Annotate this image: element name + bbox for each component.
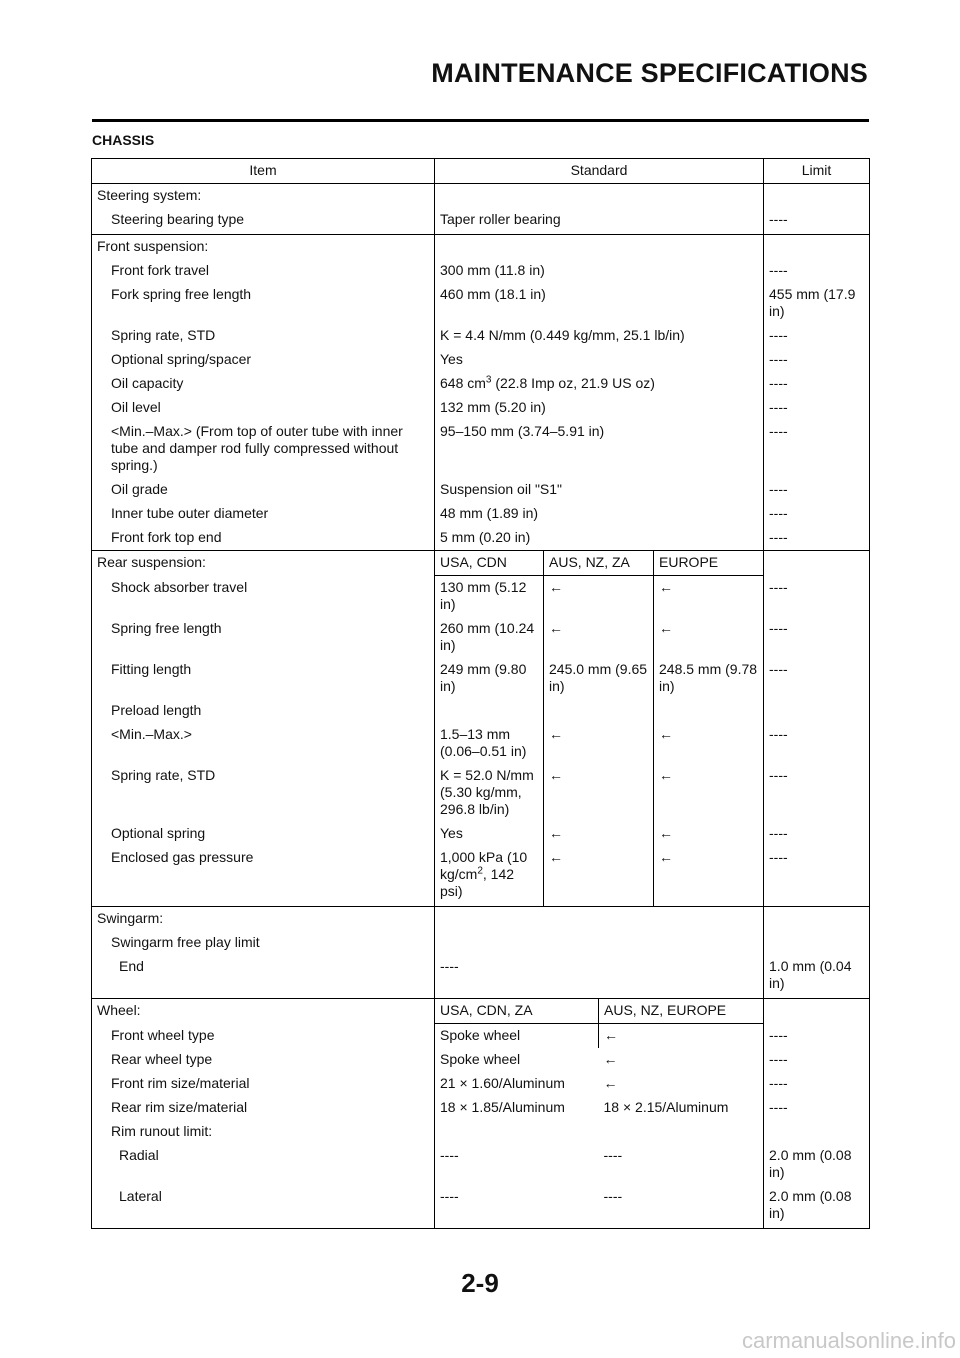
value-cell: ← <box>544 617 654 658</box>
limit-cell: ---- <box>764 208 870 235</box>
item-cell: Spring rate, STD <box>92 764 435 822</box>
item-cell: Inner tube outer diameter <box>92 502 435 526</box>
value-cell: 18 × 1.85/Aluminum <box>440 1099 565 1115</box>
table-row <box>92 999 870 1024</box>
header-item: Item <box>92 159 435 184</box>
value-cell <box>654 699 764 723</box>
item-cell: Optional spring <box>92 822 435 846</box>
table-row <box>92 955 870 999</box>
value-cell: Spoke wheel <box>440 1051 521 1067</box>
value-cell: 1.5–13 mm (0.06–0.51 in) <box>435 723 544 764</box>
limit-cell: ---- <box>764 846 870 907</box>
watermark: carmanualsonline.info <box>741 1328 956 1353</box>
limit-cell: ---- <box>764 259 870 283</box>
table-row <box>92 526 870 551</box>
limit-cell: ---- <box>764 478 870 502</box>
standard-cell: Suspension oil "S1" <box>440 481 563 497</box>
header-standard: Standard <box>435 159 764 184</box>
value-cell: K = 52.0 N/mm (5.30 kg/mm, 296.8 lb/in) <box>435 764 544 822</box>
standard-cell: Taper roller bearing <box>440 211 561 227</box>
item-cell: Rear rim size/material <box>92 1096 435 1120</box>
item-cell: Oil level <box>92 396 435 420</box>
item-cell: Front fork top end <box>92 526 435 551</box>
limit-cell: ---- <box>764 1048 870 1072</box>
title-rule <box>92 119 869 122</box>
table-row <box>92 764 870 822</box>
item-cell: Swingarm free play limit <box>92 931 435 955</box>
limit-cell: ---- <box>764 324 870 348</box>
table-row <box>92 348 870 372</box>
table-row <box>92 184 870 209</box>
limit-cell: ---- <box>764 526 870 551</box>
item-cell: Rim runout limit: <box>92 1120 435 1144</box>
table-row <box>92 1120 870 1144</box>
item-cell: Front rim size/material <box>92 1072 435 1096</box>
table-header-row <box>92 159 870 184</box>
standard-cell: 95–150 mm (3.74–5.91 in) <box>440 423 605 439</box>
value-cell <box>544 699 654 723</box>
standard-cell: ---- <box>440 958 459 974</box>
page-title: MAINTENANCE SPECIFICATIONS <box>431 58 868 88</box>
value-cell: Yes <box>435 822 544 846</box>
value-cell: 130 mm (5.12 in) <box>435 576 544 618</box>
group-heading-steering: Steering system: <box>92 184 435 209</box>
value-cell <box>435 699 544 723</box>
limit-cell: ---- <box>764 420 870 478</box>
limit-cell: ---- <box>764 764 870 822</box>
value-cell: ← <box>544 723 654 764</box>
item-cell: <Min.–Max.> (From top of outer tube with inner tube and damper rod fully compressed without spring.) <box>92 420 435 478</box>
limit-cell: ---- <box>764 348 870 372</box>
table-row <box>92 372 870 396</box>
region-column-header: EUROPE <box>654 551 764 576</box>
table-row <box>92 931 870 955</box>
value-cell: ← <box>603 1051 618 1067</box>
value-cell: 249 mm (9.80 in) <box>435 658 544 699</box>
value-cell: 1,000 kPa (10 $kg/cm^2$, 142 psi) <box>435 846 544 907</box>
table-row <box>92 396 870 420</box>
page-number: 2-9 <box>461 1268 499 1298</box>
table-row <box>92 1185 870 1229</box>
limit-cell: 1.0 mm (0.04 in) <box>764 955 870 999</box>
table-row <box>92 1144 870 1185</box>
table-row <box>92 1024 870 1049</box>
value-cell: ← <box>544 822 654 846</box>
table-row <box>92 822 870 846</box>
item-cell: Optional spring/spacer <box>92 348 435 372</box>
table-row <box>92 259 870 283</box>
limit-cell: ---- <box>764 372 870 396</box>
standard-cell: 648 $cm^3$ (22.8 Imp oz, 21.9 US oz) <box>440 374 655 391</box>
value-cell: ---- <box>599 1185 764 1229</box>
standard-cell: 460 mm (18.1 in) <box>440 286 546 302</box>
value-cell: ← <box>544 846 654 907</box>
region-column-header: AUS, NZ, ZA <box>544 551 654 576</box>
table-row <box>92 576 870 618</box>
standard-cell: 48 mm (1.89 in) <box>440 505 539 521</box>
limit-cell: ---- <box>764 723 870 764</box>
table-row <box>92 551 870 576</box>
limit-cell <box>764 699 870 723</box>
standard-cell: 5 mm (0.20 in) <box>440 529 531 545</box>
value-cell: ← <box>659 767 673 783</box>
chassis-spec-table <box>91 158 870 1229</box>
standard-cell: 132 mm (5.20 in) <box>440 399 546 415</box>
group-heading-front-suspension: Front suspension: <box>92 235 435 260</box>
value-cell: ---- <box>435 1185 599 1229</box>
table-row <box>92 699 870 723</box>
item-cell: Rear wheel type <box>92 1048 435 1072</box>
value-cell: 260 mm (10.24 in) <box>435 617 544 658</box>
item-cell: Shock absorber travel <box>92 576 435 618</box>
item-cell: Lateral <box>92 1185 435 1229</box>
table-row <box>92 1096 870 1120</box>
item-cell: <Min.–Max.> <box>92 723 435 764</box>
region-column-header: AUS, NZ, EUROPE <box>599 999 764 1024</box>
item-cell: Enclosed gas pressure <box>92 846 435 907</box>
item-cell: Spring rate, STD <box>92 324 435 348</box>
limit-cell: ---- <box>764 617 870 658</box>
value-cell: 21 × 1.60/Aluminum <box>440 1075 565 1091</box>
limit-cell: ---- <box>764 1096 870 1120</box>
item-cell: Steering bearing type <box>92 208 435 235</box>
value-cell: ← <box>659 726 673 742</box>
limit-cell: 2.0 mm (0.08 in) <box>764 1185 870 1229</box>
value-cell: ← <box>544 576 654 618</box>
item-cell: Front fork travel <box>92 259 435 283</box>
standard-cell: Yes <box>440 351 463 367</box>
value-cell: ---- <box>440 1147 459 1163</box>
item-cell: Fork spring free length <box>92 283 435 324</box>
limit-cell: ---- <box>764 1072 870 1096</box>
value-cell: ← <box>544 764 654 822</box>
limit-cell: ---- <box>764 822 870 846</box>
limit-cell: ---- <box>764 502 870 526</box>
table-row <box>92 907 870 932</box>
value-cell: 18 × 2.15/Aluminum <box>603 1099 729 1115</box>
value-cell: ---- <box>603 1147 623 1163</box>
value-cell: 248.5 mm (9.78 in) <box>659 661 758 694</box>
standard-cell: K = 4.4 N/mm (0.449 kg/mm, 25.1 lb/in) <box>440 327 685 343</box>
header-limit: Limit <box>764 159 870 184</box>
table-row <box>92 502 870 526</box>
table-row <box>92 658 870 699</box>
table-row <box>92 235 870 260</box>
limit-cell: ---- <box>764 576 870 618</box>
region-column-header: USA, CDN, ZA <box>435 999 599 1024</box>
item-cell: Oil capacity <box>92 372 435 396</box>
value-cell: ← <box>659 849 673 865</box>
table-row <box>92 208 870 235</box>
group-heading-rear-suspension: Rear suspension: <box>92 551 435 576</box>
limit-cell: ---- <box>764 396 870 420</box>
value-cell: ← <box>659 825 673 841</box>
group-heading-wheel: Wheel: <box>92 999 435 1024</box>
value-cell: ← <box>659 620 673 636</box>
table-row <box>92 420 870 478</box>
value-cell: Spoke wheel <box>435 1024 599 1049</box>
table-row <box>92 1072 870 1096</box>
limit-cell: ---- <box>764 1024 870 1049</box>
limit-cell: ---- <box>764 658 870 699</box>
region-column-header: USA, CDN <box>435 551 544 576</box>
limit-cell: 455 mm (17.9 in) <box>764 283 870 324</box>
table-row <box>92 478 870 502</box>
item-cell: Preload length <box>92 699 435 723</box>
item-cell: Fitting length <box>92 658 435 699</box>
table-row <box>92 1048 870 1072</box>
value-cell: ← <box>659 579 673 595</box>
table-row <box>92 617 870 658</box>
group-heading-swingarm: Swingarm: <box>92 907 435 932</box>
item-cell: Spring free length <box>92 617 435 658</box>
item-cell: Radial <box>92 1144 435 1185</box>
standard-cell: 300 mm (11.8 in) <box>440 262 545 278</box>
table-row <box>92 283 870 324</box>
table-row <box>92 324 870 348</box>
value-cell: 245.0 mm (9.65 in) <box>544 658 654 699</box>
item-cell: End <box>92 955 435 999</box>
section-heading: CHASSIS <box>92 132 155 148</box>
item-cell: Oil grade <box>92 478 435 502</box>
table-row <box>92 723 870 764</box>
limit-cell: 2.0 mm (0.08 in) <box>764 1144 870 1185</box>
value-cell: ← <box>604 1027 618 1043</box>
value-cell: ← <box>603 1075 618 1091</box>
table-row <box>92 846 870 907</box>
item-cell: Front wheel type <box>92 1024 435 1049</box>
